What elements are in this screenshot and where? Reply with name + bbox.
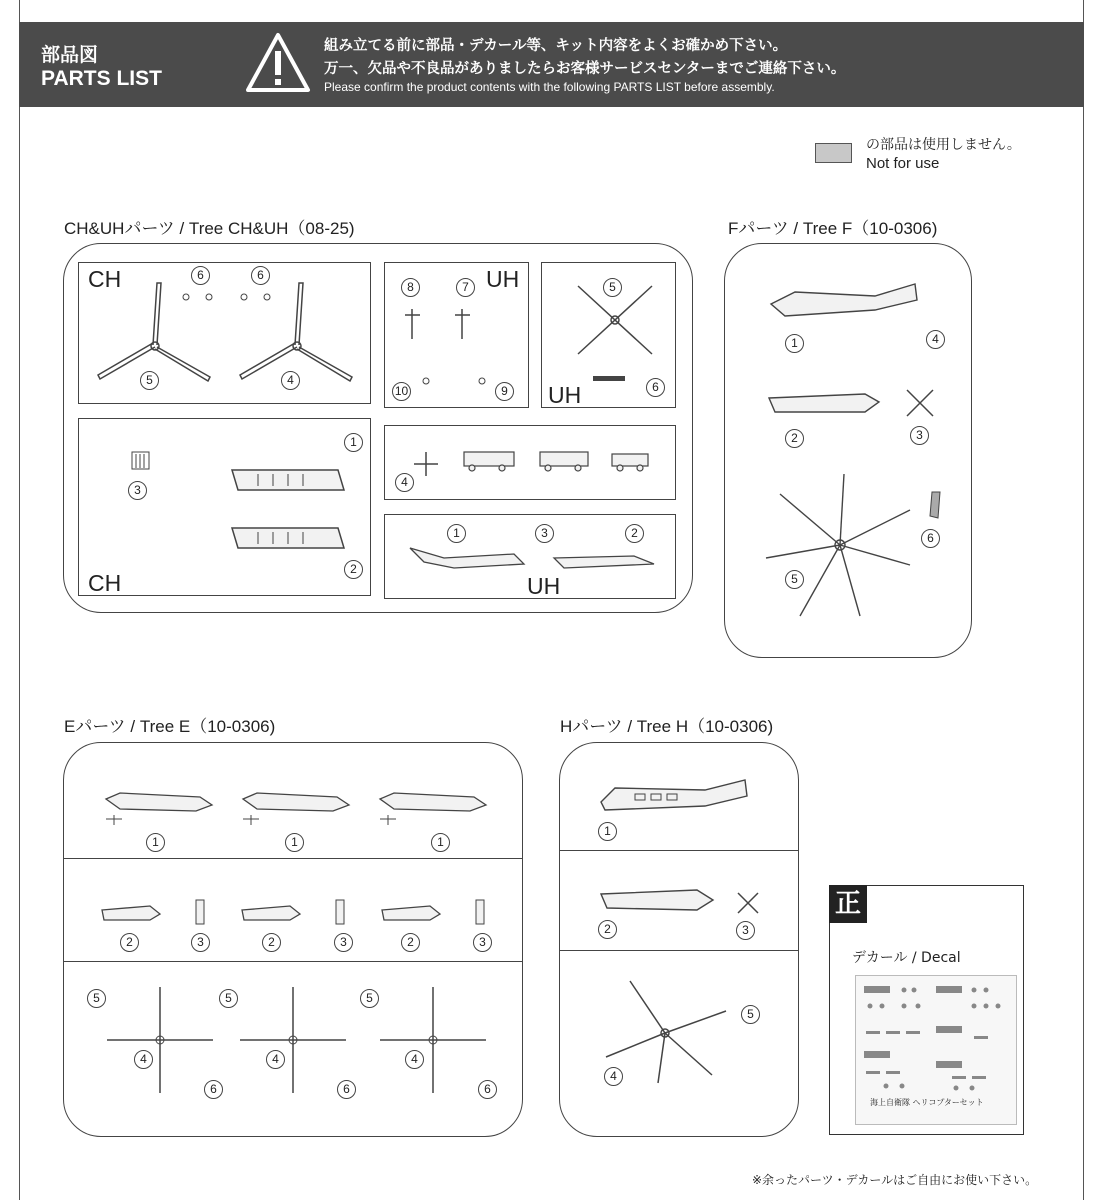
part-number-5: 5: [140, 371, 159, 390]
part-number-5: 5: [741, 1005, 760, 1024]
part-number-1: 1: [146, 833, 165, 852]
part-number-10: 10: [392, 382, 411, 401]
part-number-5: 5: [603, 278, 622, 297]
part-number-2: 2: [625, 524, 644, 543]
warning-text-en: Please confirm the product contents with the following PARTS LIST before assembly.: [324, 80, 775, 94]
tree-h-title: Hパーツ / Tree H（10-0306): [560, 717, 774, 736]
warning-text-jp-2: 万一、欠品や不良品がありましたらお客様サービスセンターまでご連絡下さい。: [324, 61, 846, 77]
e-fuselage-part-1: [374, 785, 494, 825]
header-title-en: PARTS LIST: [41, 67, 162, 90]
decal-front-mark: 正: [829, 885, 867, 923]
part-number-6: 6: [337, 1080, 356, 1099]
part-number-7: 7: [456, 278, 475, 297]
e-rotor-part-4: [378, 985, 488, 1095]
part-number-3: 3: [736, 921, 755, 940]
e-fuselage-part-1: [237, 785, 357, 825]
part-number-4: 4: [926, 330, 945, 349]
part-number-6: 6: [478, 1080, 497, 1099]
tree-f-title: Fパーツ / Tree F（10-0306): [728, 219, 938, 238]
ch-small-parts-6b: [239, 290, 279, 304]
chuh-label-uh-top: UH: [486, 266, 520, 292]
part-number-3: 3: [473, 933, 492, 952]
not-for-use-text-en: Not for use: [866, 155, 940, 172]
part-number-1: 1: [598, 822, 617, 841]
e-part-3: [474, 898, 486, 926]
part-number-4: 4: [134, 1050, 153, 1069]
chuh-cross-part-4: [412, 450, 440, 478]
f-fuselage-part-2: [765, 388, 885, 418]
ch-fuselage-part-2: [228, 518, 348, 558]
e-part-3: [194, 898, 206, 926]
part-number-2: 2: [785, 429, 804, 448]
part-number-2: 2: [344, 560, 363, 579]
part-number-3: 3: [910, 426, 929, 445]
part-number-8: 8: [401, 278, 420, 297]
part-number-2: 2: [598, 920, 617, 939]
part-number-3: 3: [535, 524, 554, 543]
warning-icon: [245, 32, 311, 94]
part-number-5: 5: [360, 989, 379, 1008]
tree-h-divider-1: [559, 850, 799, 851]
tree-chuh-title: CH&UHパーツ / Tree CH&UH（08-25): [64, 219, 355, 238]
part-number-2: 2: [262, 933, 281, 952]
part-number-5: 5: [785, 570, 804, 589]
parts-list-header: [19, 22, 1084, 107]
chuh-label-ch-bottom: CH: [88, 570, 122, 596]
chuh-ch-fuselage-box: [78, 418, 371, 596]
part-number-3: 3: [191, 933, 210, 952]
h-fuselage-part-2: [597, 884, 717, 914]
f-cross-part-3: [903, 386, 937, 420]
part-number-2: 2: [401, 933, 420, 952]
uh-part-6: [592, 374, 626, 384]
ch-part-3: [130, 450, 152, 472]
part-number-6: 6: [251, 266, 270, 285]
ch-fuselage-part-1: [228, 460, 348, 500]
not-for-use-text-jp: の部品は使用しません。: [866, 137, 1021, 153]
e-part-2: [100, 900, 162, 924]
part-number-4: 4: [395, 473, 414, 492]
footer-note: ※余ったパーツ・デカールはご自由にお使い下さい。: [752, 1173, 1038, 1187]
chuh-label-uh-rotor: UH: [548, 382, 582, 408]
part-number-4: 4: [405, 1050, 424, 1069]
header-title-jp: 部品図: [41, 44, 99, 66]
part-number-1: 1: [285, 833, 304, 852]
part-number-6: 6: [191, 266, 210, 285]
e-rotor-part-4: [105, 985, 215, 1095]
uh-small-parts: [420, 374, 490, 388]
tree-e-divider-2: [63, 961, 523, 962]
ch-small-parts-6a: [181, 290, 221, 304]
part-number-5: 5: [87, 989, 106, 1008]
part-number-4: 4: [266, 1050, 285, 1069]
part-number-3: 3: [128, 481, 147, 500]
decal-sheet-markings: [856, 976, 1016, 1096]
part-number-4: 4: [604, 1067, 623, 1086]
part-number-6: 6: [921, 529, 940, 548]
uh-fuselage-parts: [404, 540, 664, 576]
e-fuselage-part-1: [100, 785, 220, 825]
e-rotor-part-4: [238, 985, 348, 1095]
part-number-1: 1: [344, 433, 363, 452]
part-number-1: 1: [431, 833, 450, 852]
tree-e-divider-1: [63, 858, 523, 859]
e-part-3: [334, 898, 346, 926]
decal-title: デカール / Decal: [852, 950, 961, 966]
chuh-label-uh-bottom: UH: [527, 573, 561, 599]
part-number-5: 5: [219, 989, 238, 1008]
f-part-6: [928, 490, 944, 520]
f-rotor-part-5: [760, 470, 920, 620]
decal-sheet-caption: 海上自衛隊 ヘリコプターセット: [870, 1098, 984, 1107]
uh-landing-gear-parts: [400, 305, 475, 345]
e-part-2: [240, 900, 302, 924]
f-fuselage-part-1: [765, 280, 925, 325]
part-number-9: 9: [495, 382, 514, 401]
part-number-4: 4: [281, 371, 300, 390]
not-for-use-swatch: [815, 143, 852, 163]
tree-e-title: Eパーツ / Tree E（10-0306): [64, 717, 276, 736]
e-part-2: [380, 900, 442, 924]
tree-h-divider-2: [559, 950, 799, 951]
h-cross-part-3: [735, 890, 761, 916]
part-number-6: 6: [204, 1080, 223, 1099]
warning-text-jp-1: 組み立てる前に部品・デカール等、キット内容をよくお確かめ下さい。: [324, 38, 788, 54]
chuh-label-ch-top: CH: [88, 266, 122, 292]
part-number-1: 1: [785, 334, 804, 353]
part-number-2: 2: [120, 933, 139, 952]
part-number-3: 3: [334, 933, 353, 952]
part-number-1: 1: [447, 524, 466, 543]
part-number-6: 6: [646, 378, 665, 397]
h-fuselage-part-1: [595, 776, 755, 818]
truck-parts: [460, 448, 655, 474]
